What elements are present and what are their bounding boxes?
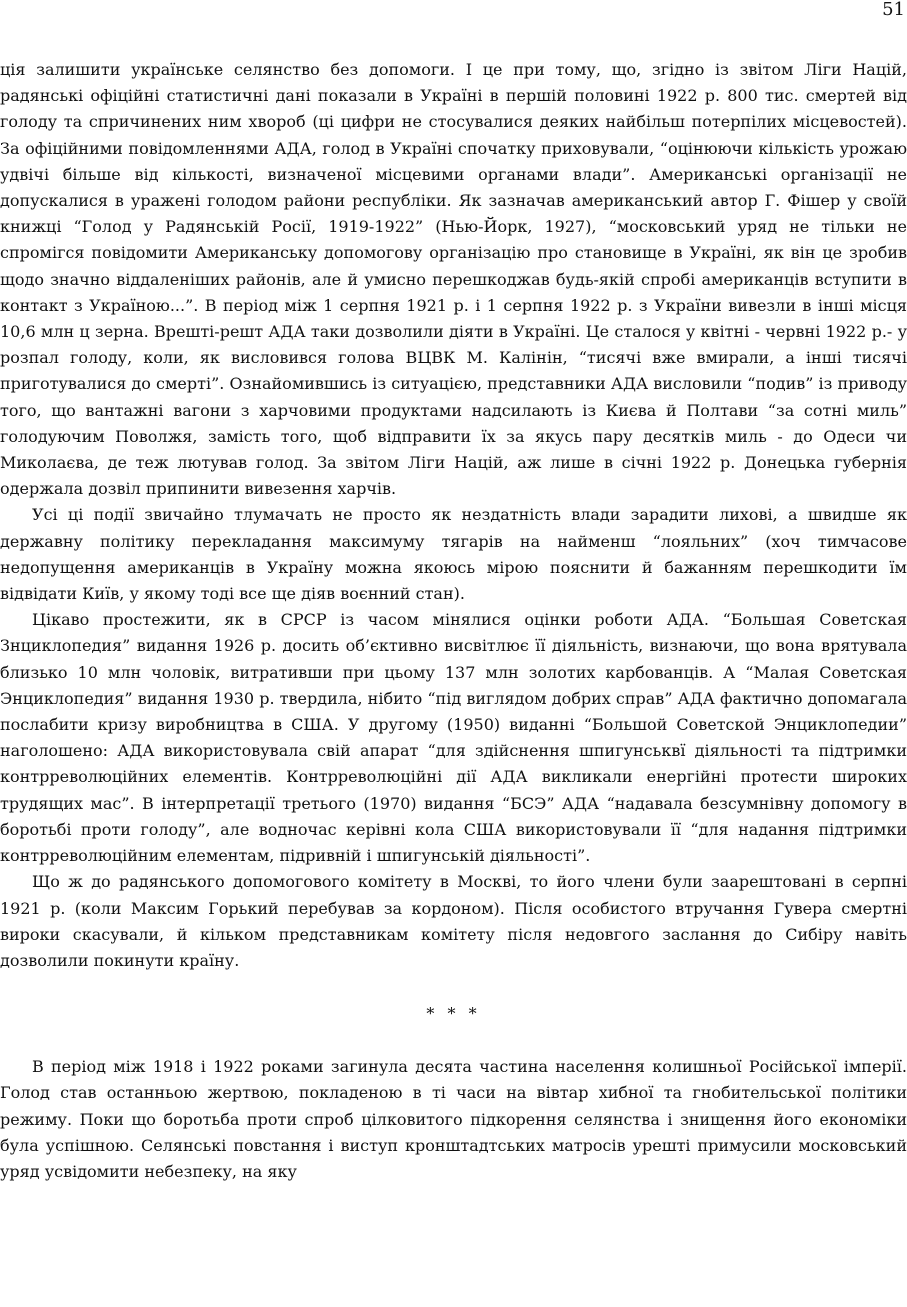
paragraph-2: Усі ці події звичайно тлумачать не просто як нездатність влади зарадити лихові, а швидше як державну політику перекладання максимуму тягарів на найменш “лояльних” (хоч тимчасове недопущення американців в Україну можна якоюсь мірою пояснити й бажанням перешкодити їм відвідати Київ, у якому тоді все ще діяв воєнний стан). (0, 505, 907, 604)
paragraph-3: Цікаво простежити, як в СРСР із часом мінялися оцінки роботи АДА. “Большая Советская Знциклопедия” видання 1926 р. досить об’єктивно висвітлює її діяльність, визнаючи, що вона врятувала близько 10 млн чоловік, витративши при цьому 137 млн золотих карбованців. А “Малая Советская Энциклопедия” видання 1930 р. твердила, нібито “під виглядом добрих справ” АДА фактично допомагала послабити кризу виробництва в США. У другому (1950) виданні “Большой Советской Энциклопедии” наголошено: АДА використовувала свій апарат “для здійснення шпигунськвї діяльності та підтримки контрреволюційних елементів. Контрреволюційні дії АДА викликали енергійні протести широких трудящих мас”. В інтерпретації третього (1970) видання “БСЭ” АДА “надавала безсумнівну допомогу в боротьбі проти голоду”, але водночас керівні кола США використовували її “для надання підтримки контрреволюційним елементам, підривній і шпигунській діяльності”. (0, 610, 907, 866)
section-separator: * * * (426, 1004, 481, 1024)
paragraph-5: В період між 1918 і 1922 роками загинула десята частина населення колишньої Російської імперії. Голод став останньою жертвою, покладеною в ті часи на вівтар хибної та гнобительської політики режиму. Поки що боротьба проти спроб цілковитого підкорення селянства і знищення його економіки була успішною. Селянські повстання і виступ кронштадтських матросів урешті примусили московський уряд усвідомити небезпеку, на яку (0, 1057, 907, 1181)
page-number: 51 (882, 0, 905, 20)
paragraph-4: Що ж до радянського допомогового комітету в Москві, то його члени були заарештовані в серпні 1921 р. (коли Максим Горький перебував за кордоном). Після особистого втручання Гувера смертні вироки скасували, й кільком представникам комітету після недовгого заслання до Сибіру навіть дозволили покинути країну. (0, 872, 907, 970)
page-body (0, 57, 907, 1185)
paragraph-1: ція залишити українське селянство без допомоги. І це при тому, що, згідно із звітом Ліги Націй, радянські офіційні статистичні дані показали в Україні в першій половині 1922 р. 800 тис. смертей від голоду та спричинених ним хвороб (ці цифри не стосувалися деяких найбільш потерпілих місцевостей). За офіційними повідомленнями АДА, голод в Україні спочатку приховували, “оцінюючи кількість урожаю удвічі більше від кількості, визначеної місцевими органами влади”. Американські організації не допускалися в уражені голодом райони республіки. Як зазначав американський автор Г. Фішер у своїй книжці “Голод у Радянській Росії, 1919-1922” (Нью-Йорк, 1927), “московський уряд не тільки не спромігся повідомити Американську допомогову організацію про становище в Україні, як він це зробив щодо значно віддаленіших районів, але й умисно перешкоджав будь-якій спробі американців вступити в контакт з Україною...”. В період між 1 серпня 1921 р. і 1 серпня 1922 р. з України вивезли в інші місця 10,6 млн ц зерна. Врешті-решт АДА таки дозволили діяти в Україні. Це сталося у квітні - червні 1922 р.- у розпал голоду, коли, як висловився голова ВЦВК М. Калінін, “тисячі вже вмирали, а інші тисячі приготувалися до смерті”. Ознайомившись із ситуацією, представники АДА висловили “подив” із приводу того, що вантажні вагони з харчовими продуктами надсилають із Києва й Полтави “за сотні миль” голодуючим Поволжя, замість того, щоб відправити їх за якусь пару десятків миль - до Одеси чи Миколаєва, де теж лютував голод. За звітом Ліги Націй, аж лише в січні 1922 р. Донецька губернія одержала дозвіл припинити вивезення харчів. (0, 60, 907, 499)
